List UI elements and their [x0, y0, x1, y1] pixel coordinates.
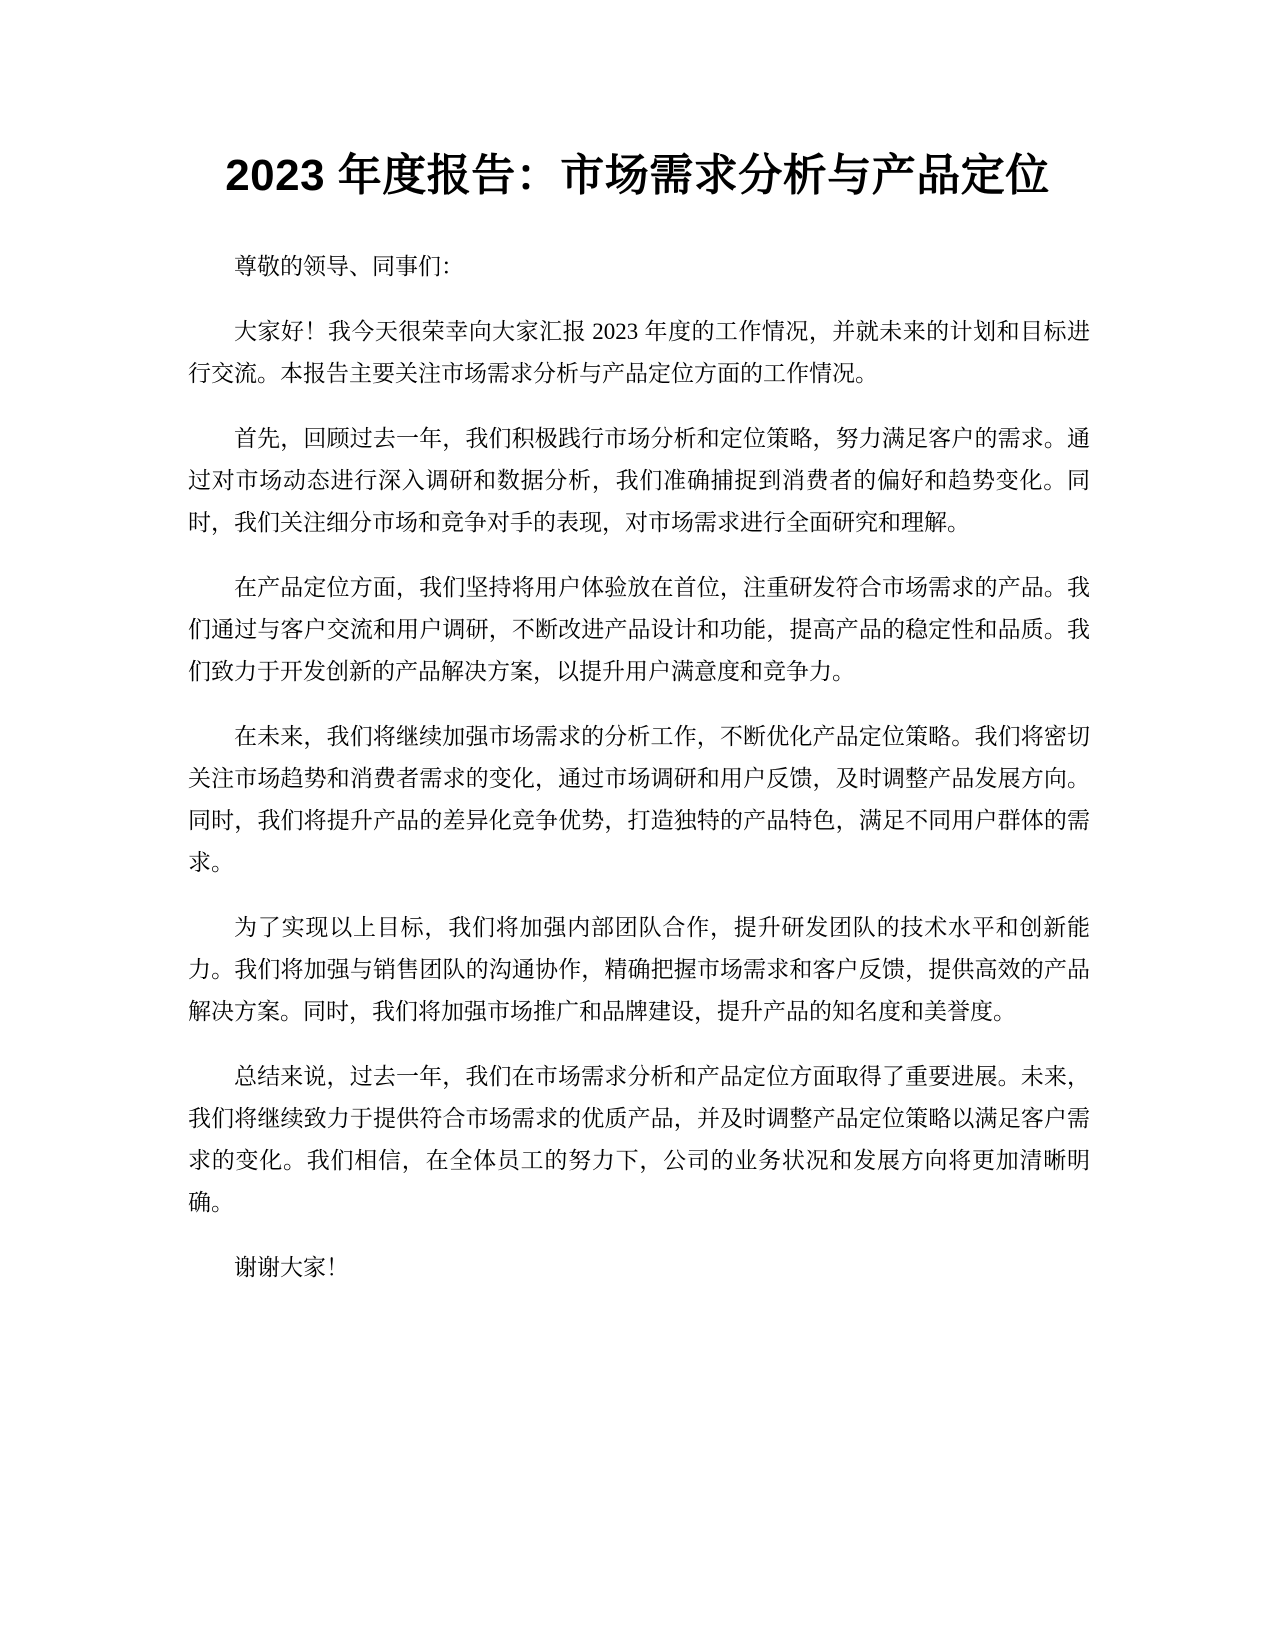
document-body: [188, 246, 1090, 1312]
body-paragraph: 大家好！我今天很荣幸向大家汇报 2023 年度的工作情况，并就未来的计划和目标进行交流。本报告主要关注市场需求分析与产品定位方面的工作情况。: [188, 319, 1090, 386]
body-paragraph: 在产品定位方面，我们坚持将用户体验放在首位，注重研发符合市场需求的产品。我们通过与客户交流和用户调研，不断改进产品设计和功能，提高产品的稳定性和品质。我们致力于开发创新的产品解决方案，以提升用户满意度和竞争力。: [188, 575, 1090, 684]
body-paragraph: 为了实现以上目标，我们将加强内部团队合作，提升研发团队的技术水平和创新能力。我们将加强与销售团队的沟通协作，精确把握市场需求和客户反馈，提供高效的产品解决方案。同时，我们将加强市场推广和品牌建设，提升产品的知名度和美誉度。: [188, 915, 1090, 1024]
closing-paragraph: 谢谢大家！: [234, 1255, 349, 1280]
document-title: 2023 年度报告：市场需求分析与产品定位: [225, 151, 1050, 200]
salutation-paragraph: 尊敬的领导、同事们：: [234, 254, 464, 279]
body-paragraph: 总结来说，过去一年，我们在市场需求分析和产品定位方面取得了重要进展。未来，我们将继续致力于提供符合市场需求的优质产品，并及时调整产品定位策略以满足客户需求的变化。我们相信，在全体员工的努力下，公司的业务状况和发展方向将更加清晰明确。: [188, 1064, 1090, 1215]
body-paragraph: 首先，回顾过去一年，我们积极践行市场分析和定位策略，努力满足客户的需求。通过对市场动态进行深入调研和数据分析，我们准确捕捉到消费者的偏好和趋势变化。同时，我们关注细分市场和竞争对手的表现，对市场需求进行全面研究和理解。: [188, 426, 1090, 535]
body-paragraph: 在未来，我们将继续加强市场需求的分析工作，不断优化产品定位策略。我们将密切关注市场趋势和消费者需求的变化，通过市场调研和用户反馈，及时调整产品发展方向。同时，我们将提升产品的差异化竞争优势，打造独特的产品特色，满足不同用户群体的需求。: [188, 724, 1090, 875]
